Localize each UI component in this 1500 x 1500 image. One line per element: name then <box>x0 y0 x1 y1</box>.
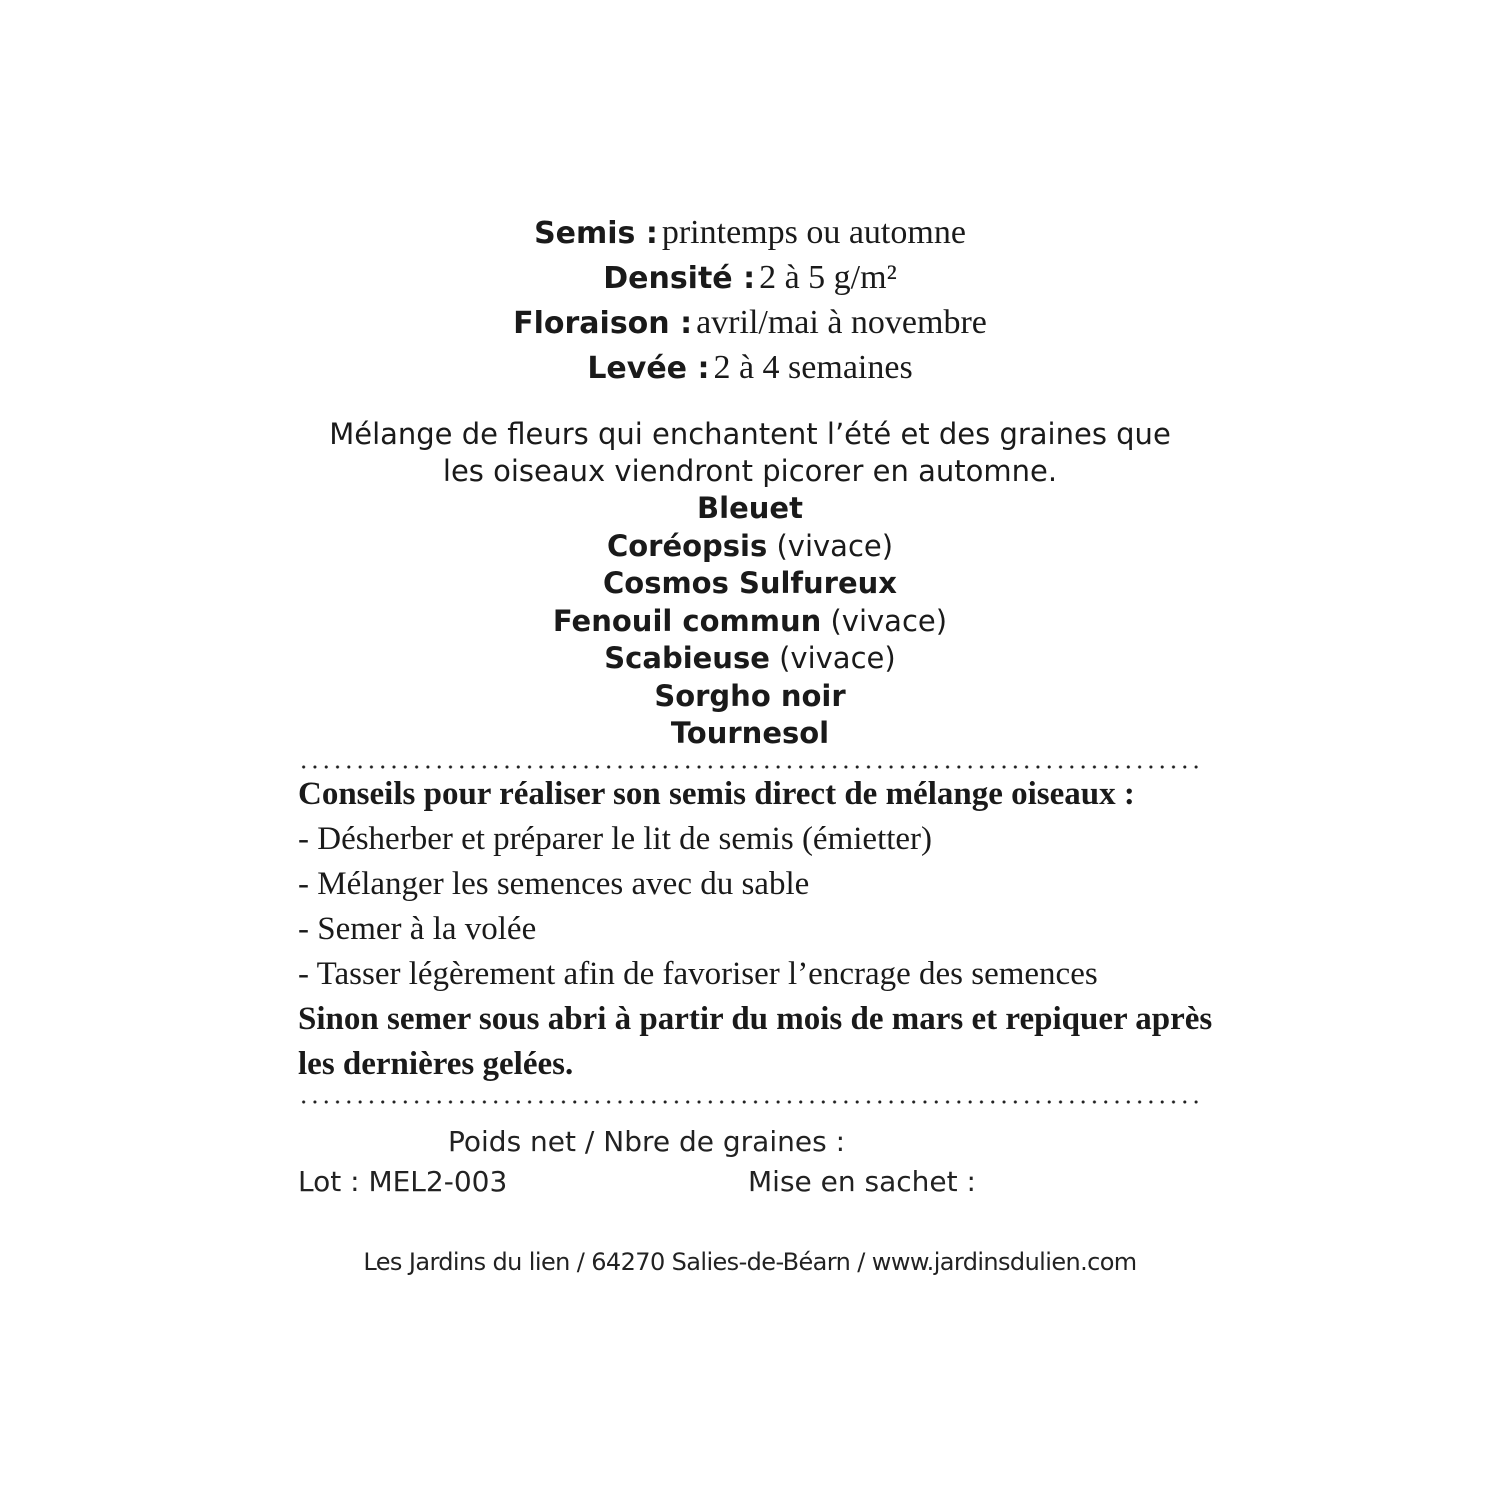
spec-sowing <box>0 210 1500 255</box>
flower-item <box>0 640 1500 678</box>
spec-emergence <box>0 345 1500 390</box>
spec-label: Semis : <box>534 216 658 251</box>
advice-step: - Semer à la volée <box>298 911 537 947</box>
advice-step: - Mélanger les semences avec du sable <box>298 866 810 902</box>
flower-name: Coréopsis <box>606 528 768 563</box>
flower-item <box>0 603 1500 641</box>
spec-value: 2 à 5 g/m² <box>759 259 897 296</box>
advice-title: Conseils pour réaliser son semis direct de mélange oiseaux : <box>298 776 1135 812</box>
flower-name: Sorgho noir <box>654 678 846 713</box>
footer-address: Les Jardins du lien / 64270 Salies-de-Béarn / www.jardinsdulien.com <box>363 1248 1137 1276</box>
flower-name: Tournesol <box>670 716 830 750</box>
advice-block <box>298 772 1218 1087</box>
net-weight-label: Poids net / Nbre de graines : <box>448 1125 846 1158</box>
flower-item <box>0 528 1500 566</box>
spec-label: Floraison : <box>513 306 693 341</box>
spec-value: avril/mai à novembre <box>696 304 987 341</box>
flower-note: (vivace) <box>830 603 948 638</box>
dotted-divider <box>298 1100 1202 1104</box>
flower-name: Cosmos Sulfureux <box>602 566 898 600</box>
advice-step: - Tasser légèrement afin de favoriser l’encrage des semences <box>298 956 1098 992</box>
spec-flowering <box>0 300 1500 345</box>
advice-step: - Désherber et préparer le lit de semis (émietter) <box>298 821 933 857</box>
spec-label: Levée : <box>587 351 710 386</box>
flower-list <box>0 490 1500 753</box>
lot-number: Lot : MEL2-003 <box>298 1165 508 1198</box>
description-line: Mélange de fleurs qui enchantent l’été et des graines que <box>329 417 1171 451</box>
flower-name: Bleuet <box>697 491 803 525</box>
spec-density <box>0 255 1500 300</box>
spec-value: 2 à 4 semaines <box>713 349 913 386</box>
flower-note: (vivace) <box>776 528 894 563</box>
flower-item <box>0 565 1500 603</box>
flower-item <box>0 715 1500 753</box>
flower-name: Scabieuse <box>604 641 770 675</box>
flower-item <box>0 490 1500 528</box>
specs-block <box>0 210 1500 390</box>
flower-name: Fenouil commun <box>552 603 822 638</box>
advice-note: Sinon semer sous abri à partir du mois de mars et repiquer après les dernières gelées. <box>298 1001 1213 1082</box>
description-line: les oiseaux viendront picorer en automne. <box>442 454 1058 488</box>
flower-item <box>0 678 1500 716</box>
spec-value: printemps ou automne <box>661 214 966 251</box>
mix-description <box>0 416 1500 490</box>
dotted-divider <box>298 765 1202 769</box>
flower-note: (vivace) <box>779 641 896 675</box>
packaging-date-label: Mise en sachet : <box>748 1165 976 1198</box>
spec-label: Densité : <box>603 261 756 296</box>
